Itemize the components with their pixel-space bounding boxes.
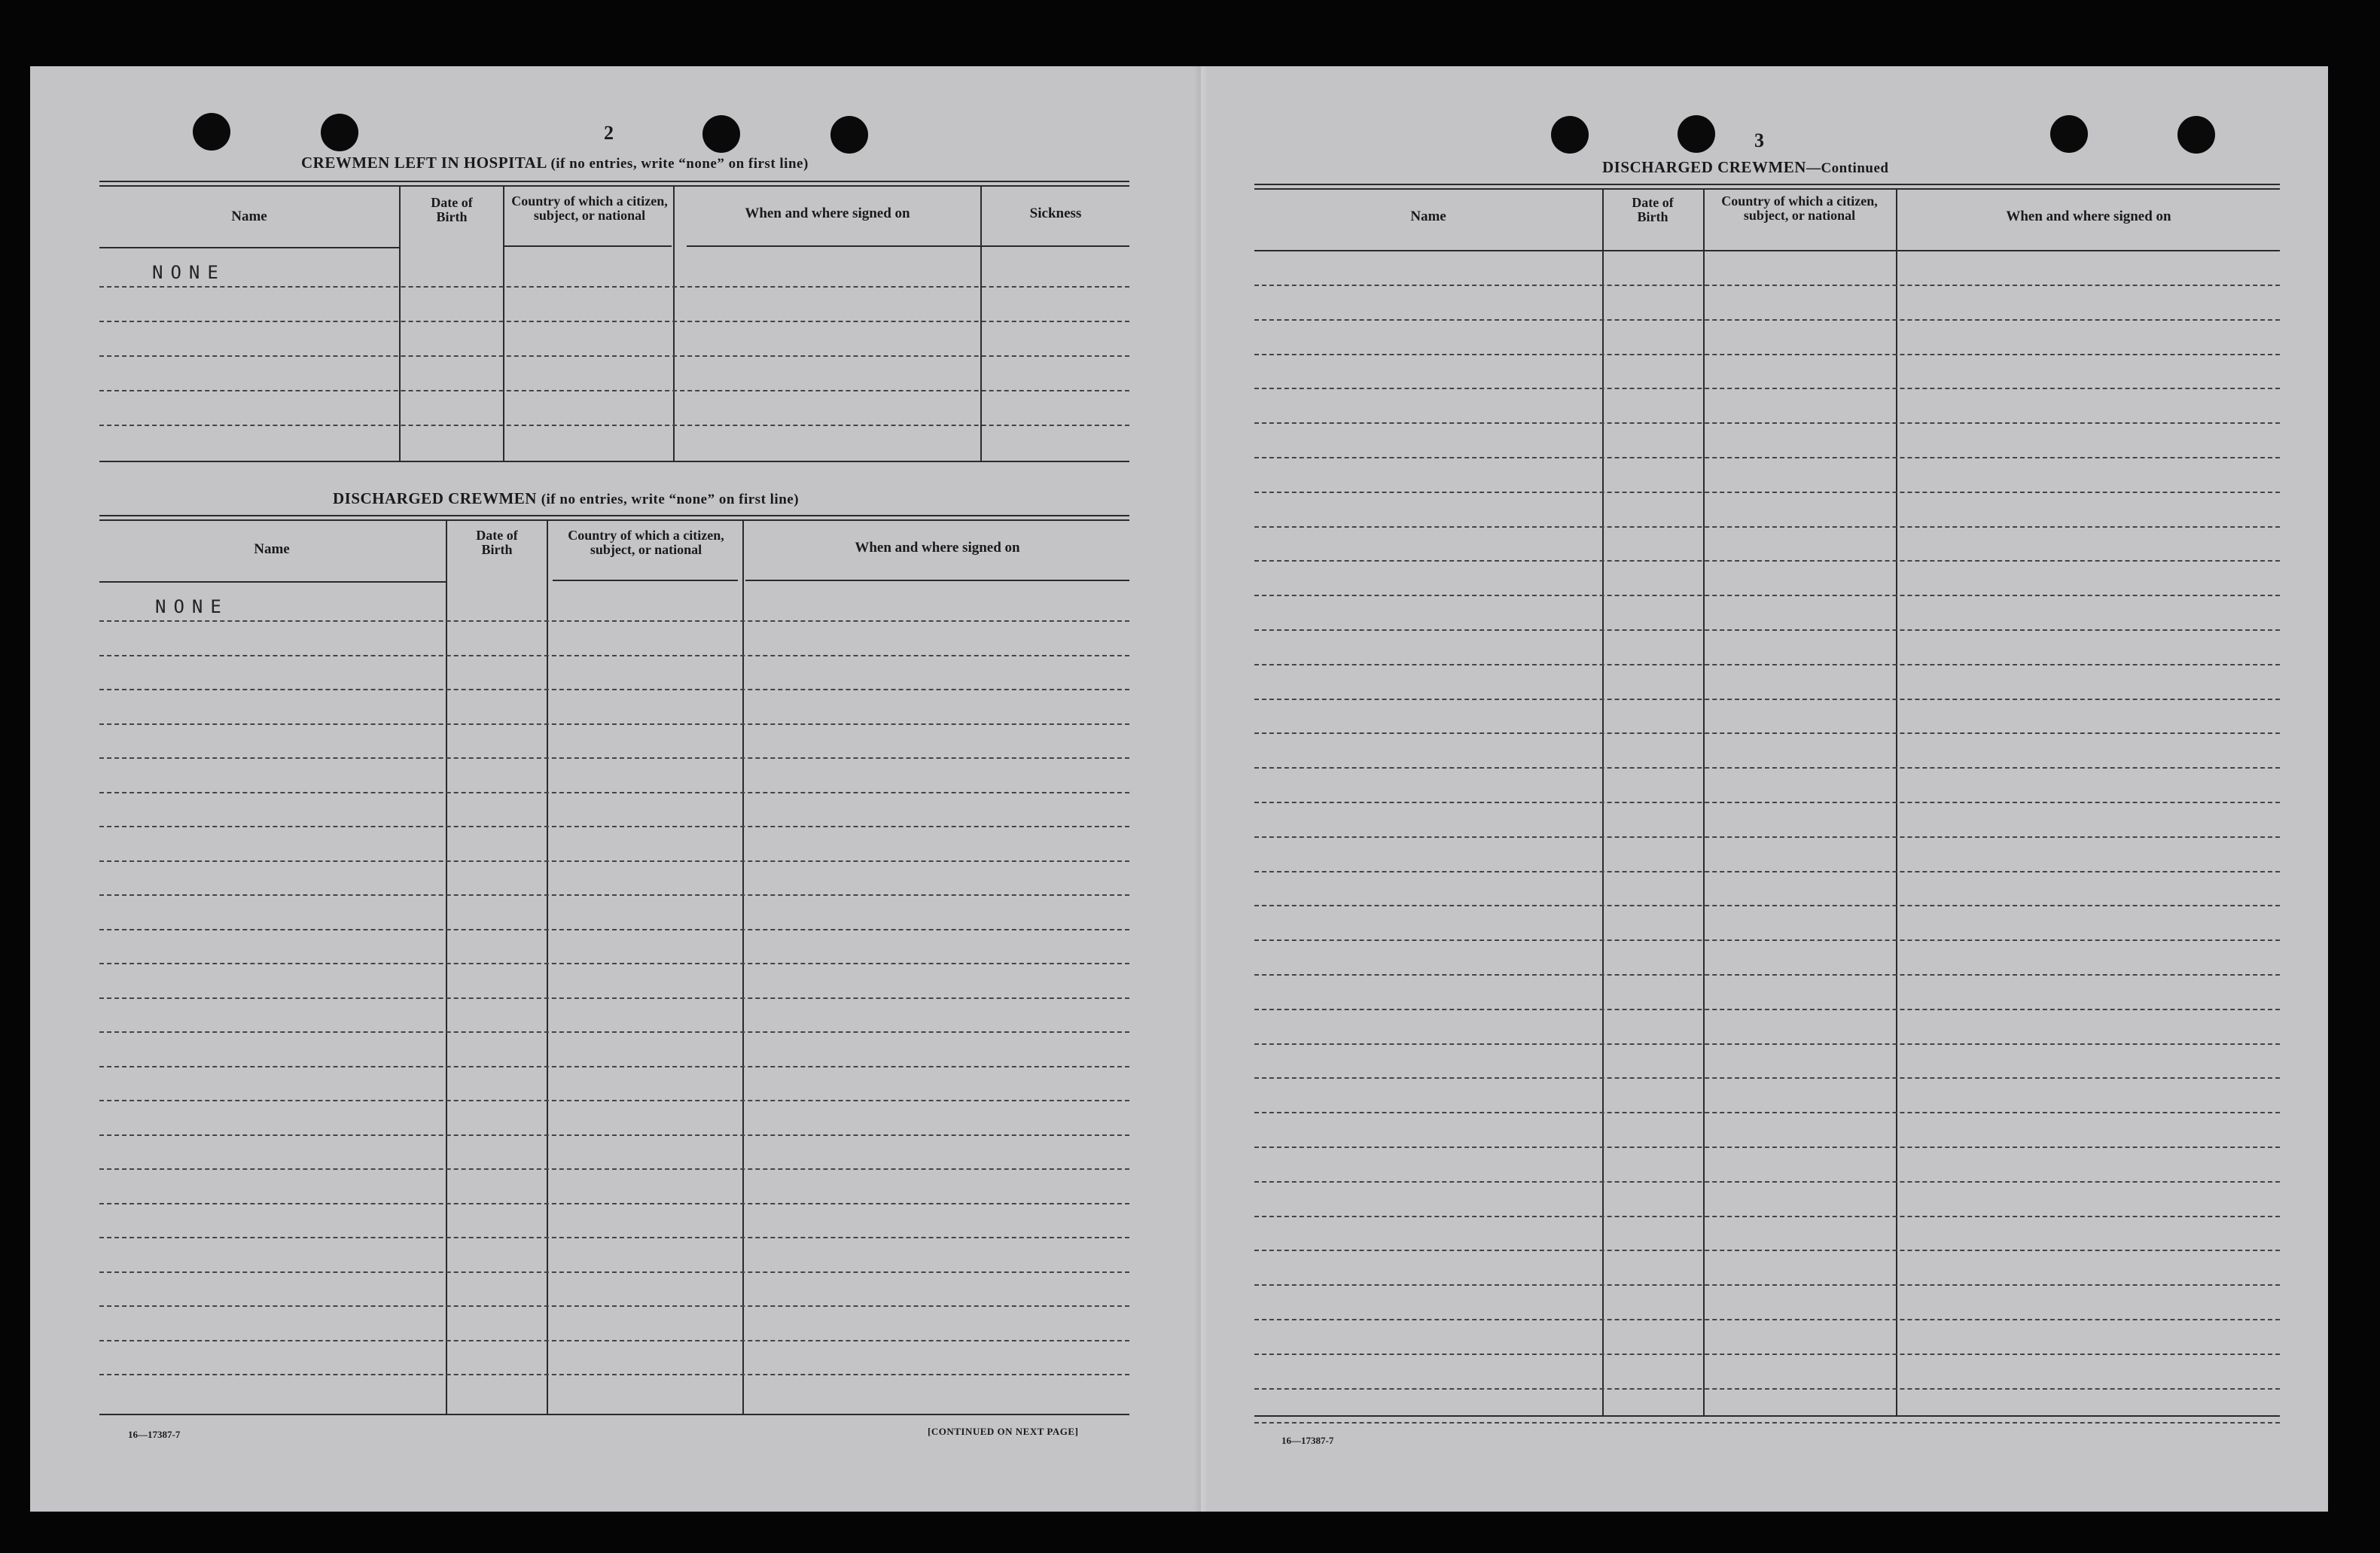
table-rule <box>1254 836 2280 838</box>
table-rule <box>99 1031 1129 1033</box>
table-rule <box>1254 629 2280 631</box>
table-rule <box>1254 1077 2280 1079</box>
col-header-date-of-birth: Date of Birth <box>431 195 473 224</box>
table-rule <box>1254 388 2280 389</box>
col-header-date-of-birth: Date of Birth <box>1632 195 1674 224</box>
form-number-left: 16—17387-7 <box>128 1429 181 1440</box>
punch-hole <box>2050 115 2088 153</box>
table-bottom-rule <box>1254 1415 2280 1417</box>
col-header-sickness: Sickness <box>1029 206 1082 221</box>
punch-hole <box>702 115 740 153</box>
table-rule <box>1254 1319 2280 1320</box>
form-number-right: 16—17387-7 <box>1281 1435 1334 1446</box>
table-rule <box>99 1340 1129 1341</box>
table-rule <box>99 894 1129 896</box>
hospital-section-title <box>301 154 809 172</box>
col-header-when-where: When and where signed on <box>2006 209 2171 224</box>
discharged-title-instruction: (if no entries, write “none” on first line) <box>541 492 800 507</box>
table-rule <box>1254 939 2280 941</box>
table-rule <box>1254 871 2280 872</box>
table-rule <box>1254 1354 2280 1355</box>
punch-hole <box>1678 115 1715 153</box>
page-number-right: 3 <box>1754 129 1764 151</box>
table-rule <box>99 792 1129 793</box>
page-number-left: 2 <box>604 122 614 144</box>
table-rule <box>99 620 1129 622</box>
table-rule <box>99 655 1129 656</box>
table-rule <box>1254 422 2280 424</box>
table-rule <box>1254 767 2280 769</box>
table-rule <box>99 929 1129 930</box>
punch-hole <box>321 114 358 151</box>
table-rule <box>99 826 1129 827</box>
page-fold <box>1194 66 1208 1512</box>
table-rule <box>99 963 1129 964</box>
table-rule <box>1254 1112 2280 1113</box>
table-rule <box>99 860 1129 862</box>
table-rule <box>1254 457 2280 458</box>
continued-note: [CONTINUED ON NEXT PAGE] <box>928 1426 1079 1437</box>
table-rule <box>1254 1250 2280 1251</box>
discharged-section-title <box>333 489 799 508</box>
col-header-name: Name <box>231 209 267 224</box>
table-rule <box>99 1134 1129 1136</box>
punch-hole <box>193 113 230 151</box>
table-rule <box>1254 802 2280 803</box>
col-header-name: Name <box>254 541 290 557</box>
col-header-country: Country of which a citizen, subject, or national <box>511 193 668 223</box>
col-header-date-of-birth: Date of Birth <box>476 528 518 557</box>
table-rule <box>99 723 1129 725</box>
table-rule <box>1254 905 2280 906</box>
hospital-title-instruction: (if no entries, write “none” on first line) <box>550 156 809 172</box>
discharged-title-text: DISCHARGED CREWMEN <box>333 489 537 507</box>
table-rule <box>99 1066 1129 1067</box>
table-rule <box>1254 1009 2280 1010</box>
table-rule <box>1254 285 2280 286</box>
table-rule <box>99 1271 1129 1273</box>
table-rule <box>1254 732 2280 734</box>
col-header-when-where: When and where signed on <box>855 540 1020 556</box>
col-header-country: Country of which a citizen, subject, or national <box>568 528 724 557</box>
table-rule <box>1254 1388 2280 1390</box>
table-rule <box>99 997 1129 999</box>
table-rule <box>1254 1422 2280 1424</box>
table-rule <box>1254 354 2280 355</box>
table-rule <box>99 1237 1129 1238</box>
col-header-name: Name <box>1410 209 1446 224</box>
table-rule <box>99 1203 1129 1204</box>
col-header-when-where: When and where signed on <box>745 206 910 221</box>
table-rule <box>1254 595 2280 596</box>
table-rule <box>1254 1216 2280 1217</box>
table-rule <box>1254 664 2280 665</box>
table-rule <box>1254 1284 2280 1286</box>
table-rule <box>1254 1146 2280 1148</box>
hospital-entry-none: NONE <box>152 262 226 283</box>
document-sheet <box>30 66 2328 1512</box>
table-rule <box>99 1305 1129 1307</box>
table-rule <box>99 1168 1129 1170</box>
table-rule <box>1254 974 2280 976</box>
table-rule <box>1254 526 2280 528</box>
punch-hole <box>1551 116 1589 154</box>
table-rule <box>1254 1181 2280 1183</box>
hospital-title-text: CREWMEN LEFT IN HOSPITAL <box>301 154 547 172</box>
table-rule <box>1254 1043 2280 1045</box>
table-rule <box>99 757 1129 759</box>
table-rule <box>1254 560 2280 562</box>
punch-hole <box>830 116 868 154</box>
discharged-entry-none: NONE <box>155 596 229 617</box>
table-bottom-rule <box>99 1414 1129 1415</box>
table-rule <box>1254 699 2280 700</box>
table-rule <box>99 689 1129 690</box>
punch-hole <box>2177 116 2215 154</box>
table-rule <box>1254 492 2280 493</box>
col-header-country: Country of which a citizen, subject, or national <box>1721 193 1878 223</box>
table-rule <box>99 1374 1129 1375</box>
continued-title-suffix: —Continued <box>1806 160 1889 176</box>
continued-section-title <box>1602 158 1888 177</box>
table-rule <box>99 1100 1129 1101</box>
table-rule <box>1254 319 2280 321</box>
continued-title-text: DISCHARGED CREWMEN <box>1602 158 1806 176</box>
